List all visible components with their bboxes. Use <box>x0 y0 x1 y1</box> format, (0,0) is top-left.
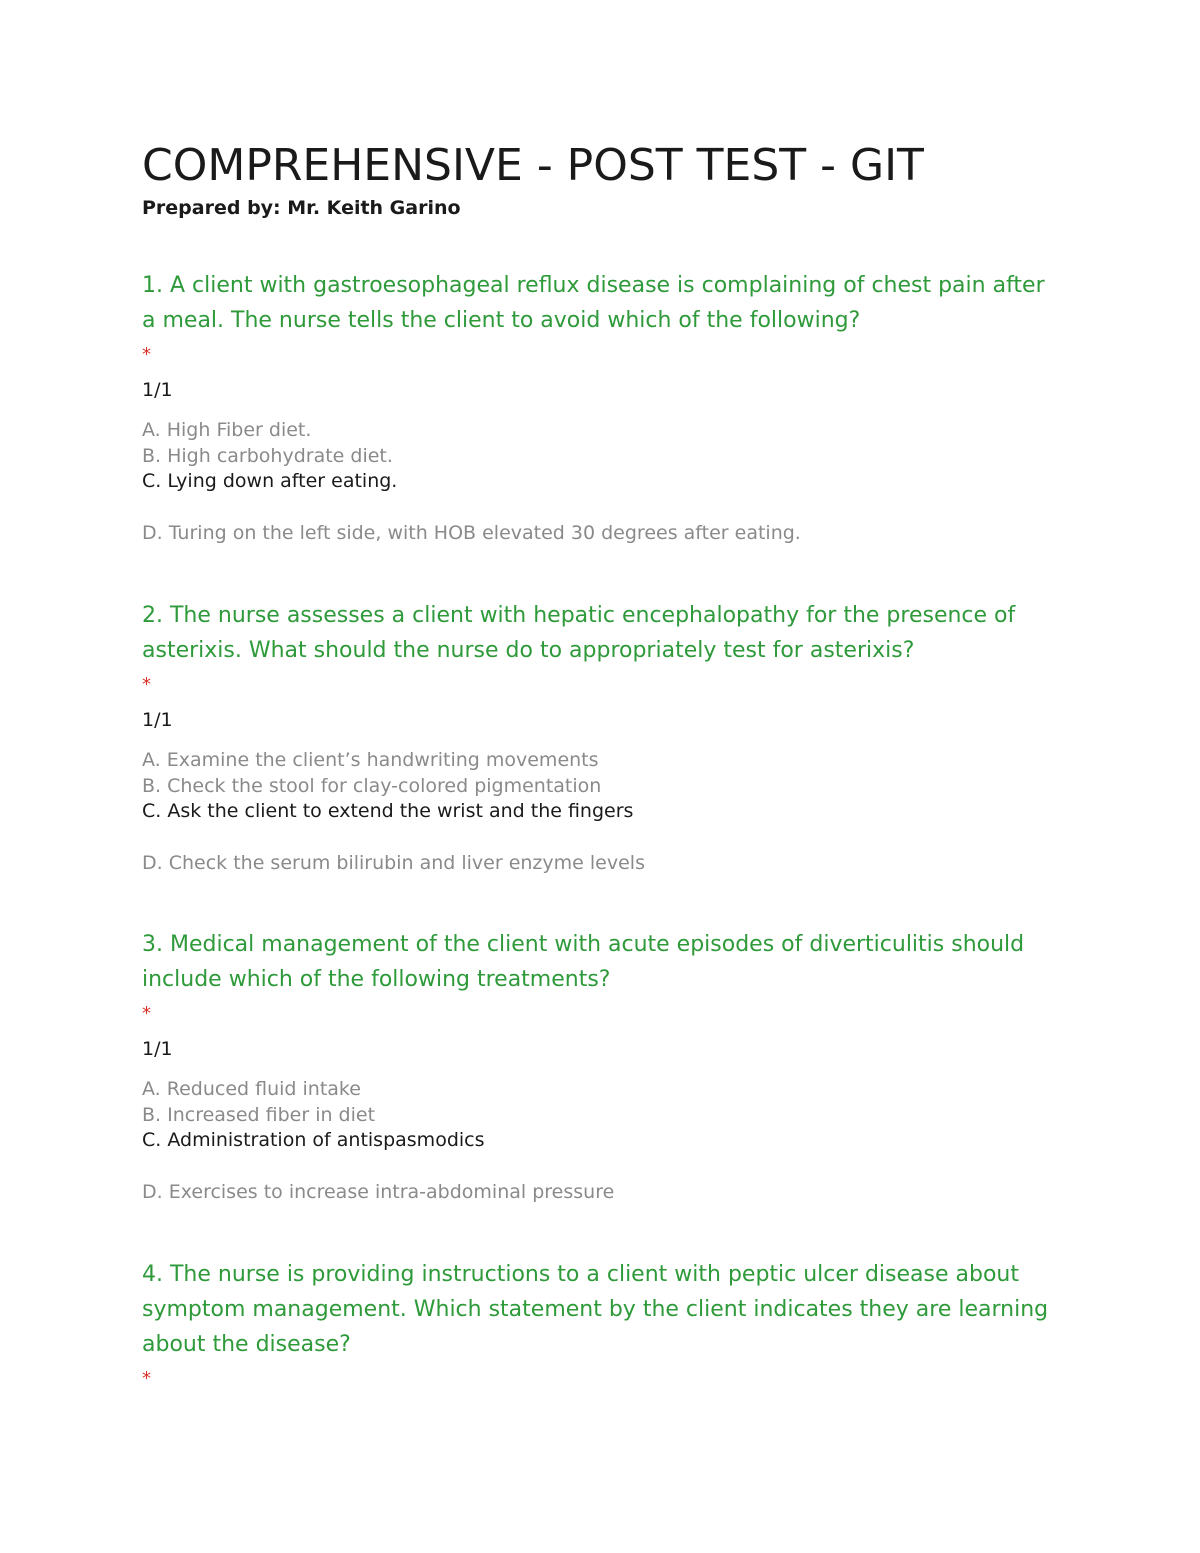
option-b[interactable]: B. Increased fiber in diet <box>142 1103 376 1126</box>
document-title: COMPREHENSIVE - POST TEST - GIT <box>142 140 924 191</box>
option-a[interactable]: A. High Fiber diet. <box>142 419 312 441</box>
required-asterisk: * <box>142 1368 151 1389</box>
required-asterisk: * <box>142 1003 151 1024</box>
score-label: 1/1 <box>142 709 173 731</box>
question-1 <box>142 268 1062 546</box>
option-d[interactable]: D. Exercises to increase intra-abdominal pressure <box>142 1180 615 1203</box>
option-c-selected[interactable]: C. Ask the client to extend the wrist and the fingers <box>142 800 634 822</box>
option-c-selected[interactable]: C. Administration of antispasmodics <box>142 1129 485 1151</box>
option-b[interactable]: B. Check the stool for clay-colored pigmentation <box>142 774 602 797</box>
required-asterisk: * <box>142 674 151 695</box>
options-list <box>142 1077 1062 1205</box>
question-text: 2. The nurse assesses a client with hepatic encephalopathy for the presence of asterixis. What should the nurse do to appropriately test for asterixis? <box>142 603 1016 663</box>
score-label: 1/1 <box>142 1038 173 1060</box>
option-d[interactable]: D. Turing on the left side, with HOB elevated 30 degrees after eating. <box>142 521 801 544</box>
option-b[interactable]: B. High carbohydrate diet. <box>142 444 393 467</box>
question-text: 1. A client with gastroesophageal reflux disease is complaining of chest pain after a meal. The nurse tells the client to avoid which of the following? <box>142 273 1045 333</box>
prepared-by: Prepared by: Mr. Keith Garino <box>142 197 461 219</box>
options-list <box>142 748 1062 876</box>
question-text: 4. The nurse is providing instructions to a client with peptic ulcer disease about symptom management. Which statement by the client indicates they are learning about the disease? <box>142 1262 1049 1357</box>
question-3 <box>142 927 1062 1205</box>
question-2 <box>142 598 1062 876</box>
question-text: 3. Medical management of the client with acute episodes of diverticulitis should include which of the following treatments? <box>142 932 1025 992</box>
option-d[interactable]: D. Check the serum bilirubin and liver enzyme levels <box>142 851 645 874</box>
option-c-selected[interactable]: C. Lying down after eating. <box>142 470 398 492</box>
option-a[interactable]: A. Examine the client’s handwriting movements <box>142 749 599 771</box>
required-asterisk: * <box>142 344 151 365</box>
question-4 <box>142 1257 1062 1396</box>
options-list <box>142 418 1062 546</box>
option-a[interactable]: A. Reduced fluid intake <box>142 1078 361 1100</box>
score-label: 1/1 <box>142 379 173 401</box>
